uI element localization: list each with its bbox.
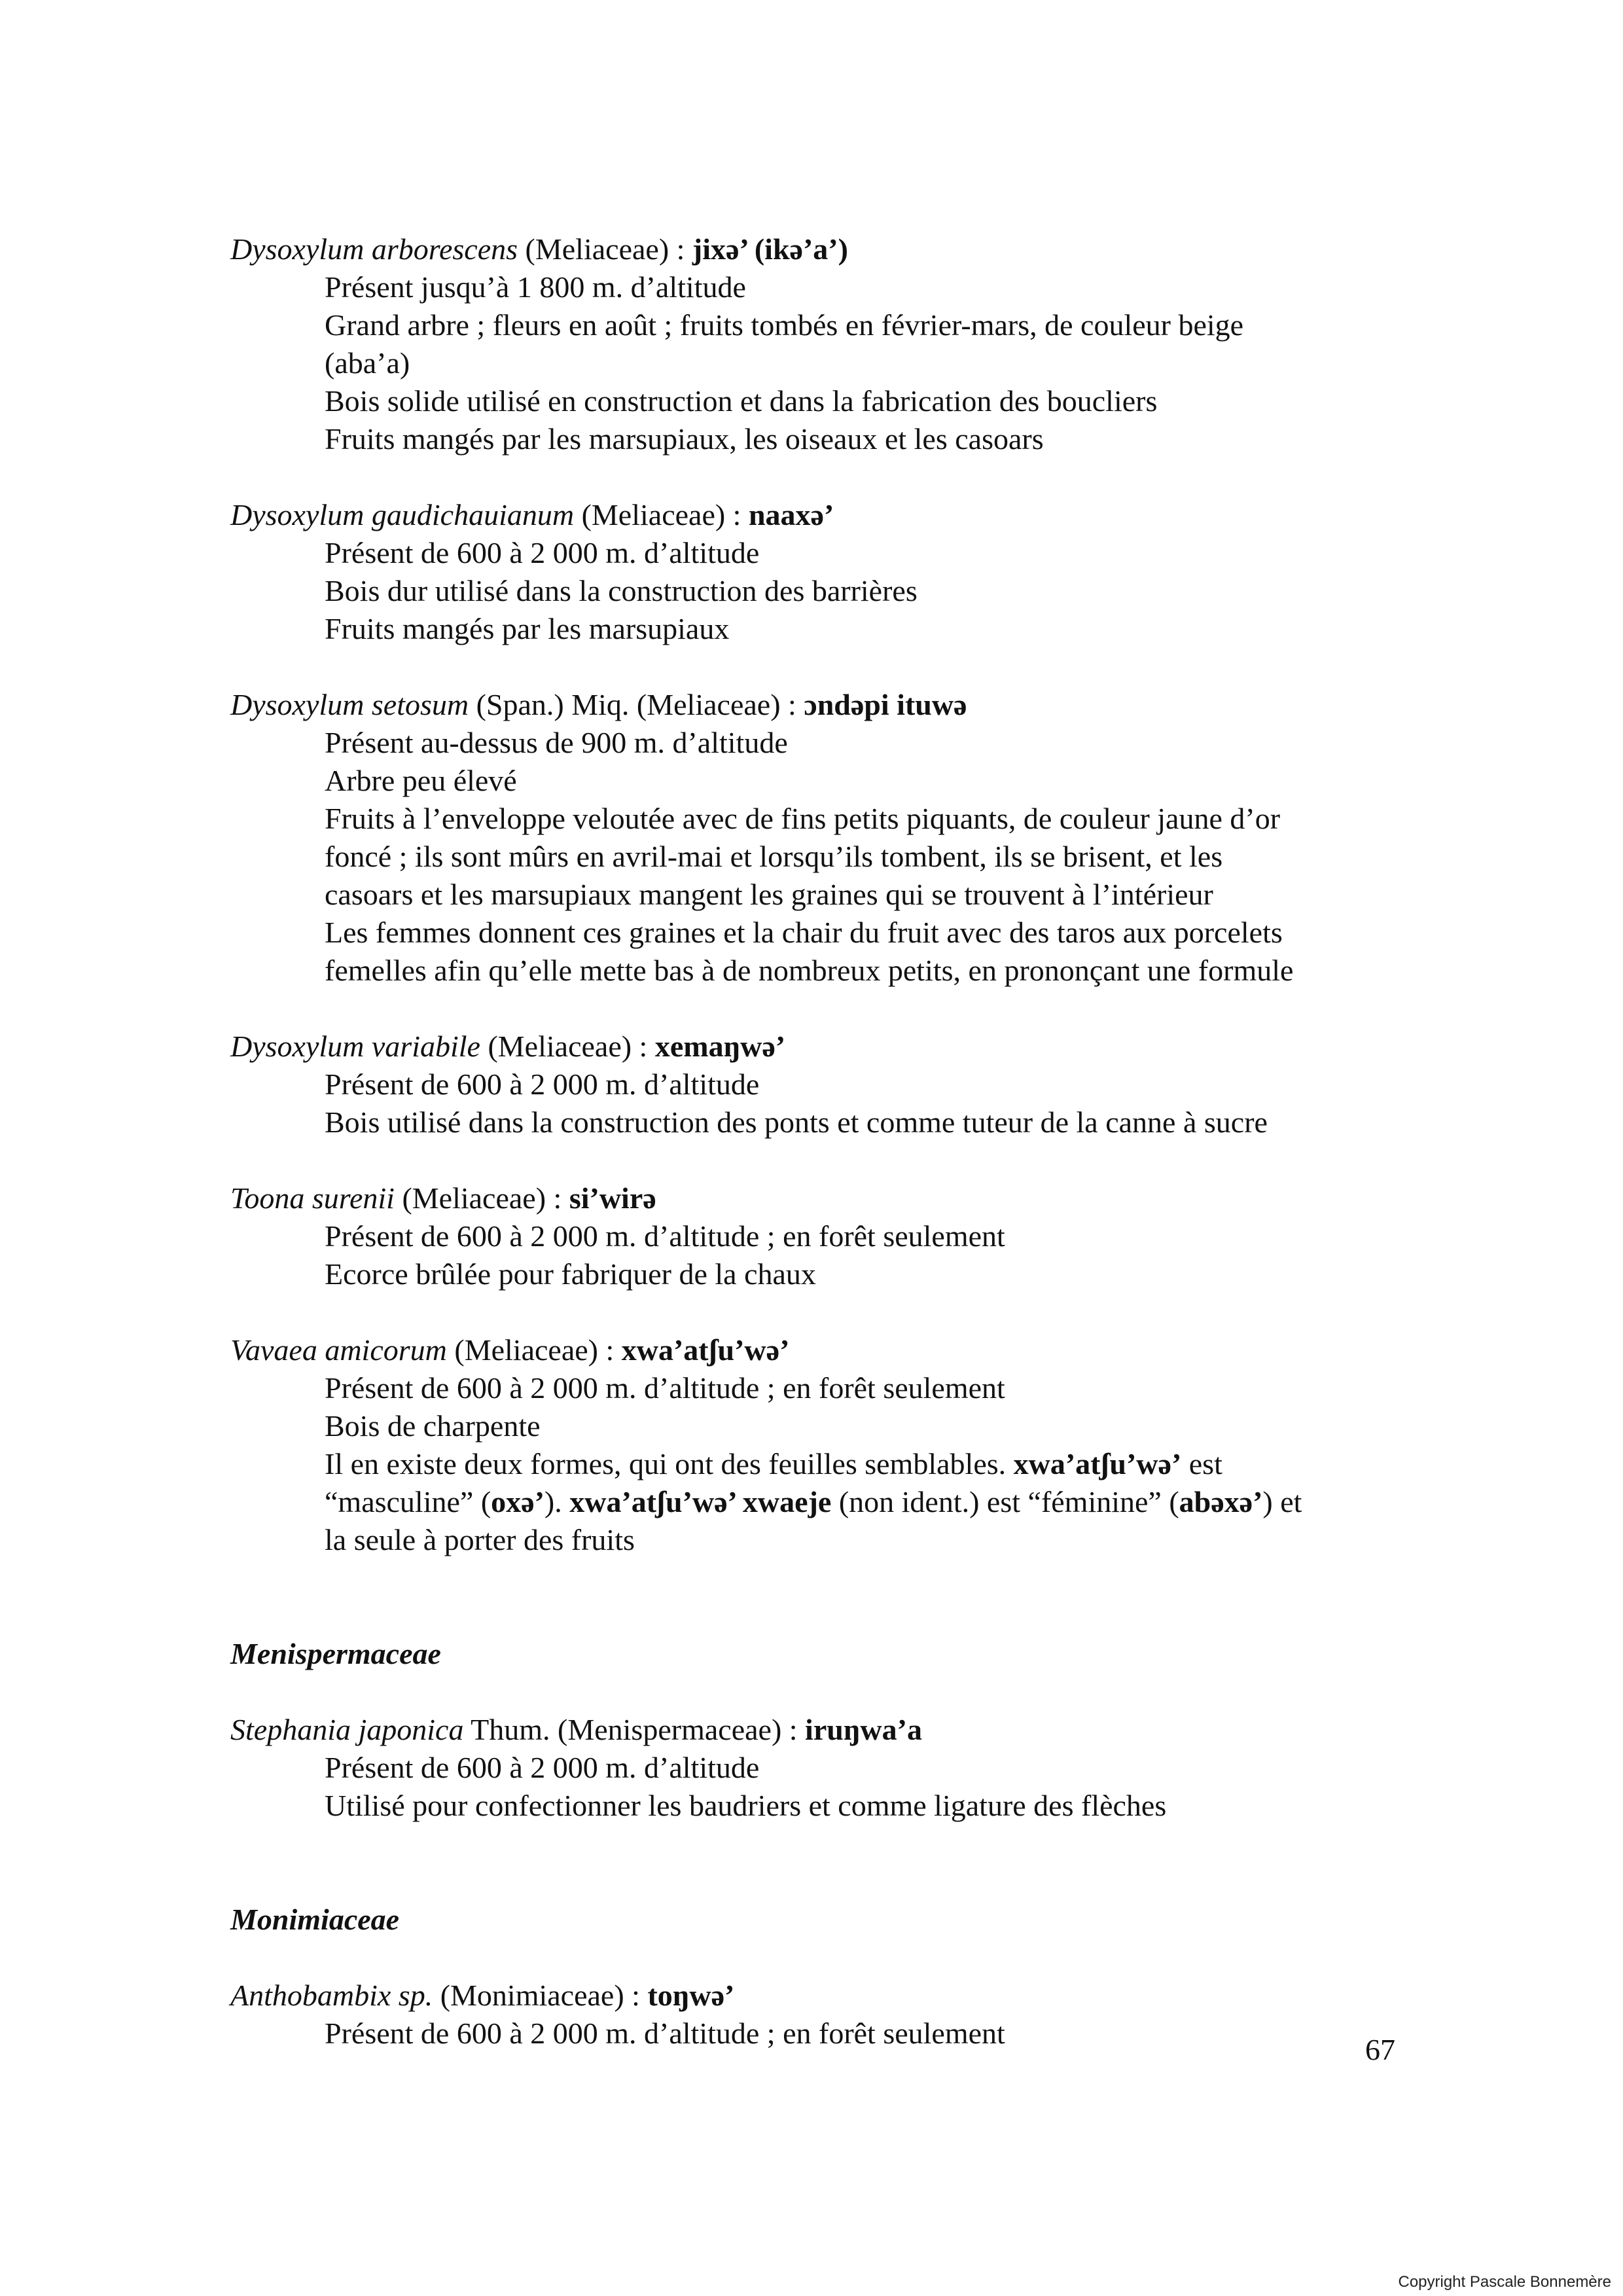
vernacular-name: iruŋwa’a [805,1713,922,1746]
entry-detail [230,1483,1408,1521]
detail-text: est [1181,1447,1222,1480]
entry-detail: Les femmes donnent ces graines et la chair du fruit avec des taros aux porcelets [325,916,1283,949]
family-name: Thum. (Menispermaceae) : [471,1713,806,1746]
entry-detail: Grand arbre ; fleurs en août ; fruits tombés en février-mars, de couleur beige [325,308,1244,342]
entry-detail: Présent de 600 à 2 000 m. d’altitude ; en forêt seulement [325,2017,1005,2050]
species-entry [230,1179,1408,1293]
detail-text: (non ident.) est “féminine” ( [831,1485,1179,1518]
entry-detail: Présent de 600 à 2 000 m. d’altitude [325,1751,760,1784]
species-entry [230,230,1408,458]
entry-detail: Fruits mangés par les marsupiaux, les oiseaux et les casoars [325,422,1044,456]
entry-heading [230,1977,1408,2015]
vernacular-name: xwa’atʃu’wə’ [1013,1447,1182,1480]
family-name: (Meliaceae) : [525,232,692,266]
species-name: Anthobambix sp. [230,1979,433,2012]
detail-text: Il en existe deux formes, qui ont des feuilles semblables. [325,1447,1014,1480]
species-entry [230,1028,1408,1141]
species-entry [230,1977,1408,2053]
family-name: (Monimiaceae) : [440,1979,648,2012]
entry-detail: Bois utilisé dans la construction des ponts et comme tuteur de la canne à sucre [325,1105,1268,1139]
entry-detail: Présent jusqu’à 1 800 m. d’altitude [325,270,746,304]
entry-detail [230,1445,1408,1483]
section-heading: Monimiaceae [230,1903,400,1936]
entry-detail: la seule à porter des fruits [325,1523,635,1556]
species-entry [230,1711,1408,1825]
entry-heading [230,1711,1408,1749]
section-heading: Menispermaceae [230,1637,441,1670]
vernacular-name: ɔndəpi ituwə [804,688,967,721]
species-entry [230,1331,1408,1559]
entry-detail: Bois solide utilisé en construction et dans la fabrication des boucliers [325,384,1158,418]
detail-text: ). [544,1485,570,1518]
entry-detail: Arbre peu élevé [325,764,517,797]
copyright-notice: Copyright Pascale Bonnemère [1398,2273,1611,2291]
entry-detail: Bois dur utilisé dans la construction des barrières [325,574,918,607]
family-name: (Meliaceae) : [581,498,749,531]
detail-text: “masculine” ( [325,1485,491,1518]
family-name: (Span.) Miq. (Meliaceae) : [476,688,804,721]
vernacular-name: si’wirə [569,1181,656,1215]
vernacular-name: jixə’ (ikə’a’) [692,232,848,266]
species-entry [230,686,1408,990]
entry-heading [230,496,1408,534]
entry-detail: casoars et les marsupiaux mangent les graines qui se trouvent à l’intérieur [325,878,1213,911]
species-name: Dysoxylum arborescens [230,232,518,266]
entry-detail: Présent au-dessus de 900 m. d’altitude [325,726,788,759]
species-name: Dysoxylum setosum [230,688,469,721]
page-body [230,230,1408,2090]
entry-heading [230,1179,1408,1217]
species-entry [230,496,1408,648]
entry-detail: Ecorce brûlée pour fabriquer de la chaux [325,1257,816,1291]
entry-detail: (aba’a) [325,346,410,380]
vernacular-name: xwa’atʃu’wə’ [621,1333,790,1367]
entry-heading [230,686,1408,724]
family-name: (Meliaceae) : [488,1030,655,1063]
vernacular-name: abəxə’ [1179,1485,1263,1518]
species-name: Dysoxylum variabile [230,1030,480,1063]
vernacular-name: naaxə’ [748,498,834,531]
entry-detail: Présent de 600 à 2 000 m. d’altitude [325,1067,760,1101]
vernacular-name: xemaŋwə’ [654,1030,786,1063]
entry-detail: Présent de 600 à 2 000 m. d’altitude ; en forêt seulement [325,1371,1005,1405]
entry-heading [230,1331,1408,1369]
detail-text: ) et [1262,1485,1302,1518]
species-name: Stephania japonica [230,1713,464,1746]
family-name: (Meliaceae) : [402,1181,569,1215]
vernacular-name: oxə’ [491,1485,544,1518]
vernacular-name: xwa’atʃu’wə’ xwaeje [569,1485,832,1518]
page-number: 67 [1365,2033,1395,2066]
family-name: (Meliaceae) : [454,1333,622,1367]
entry-detail: femelles afin qu’elle mette bas à de nombreux petits, en prononçant une formule [325,954,1294,987]
entry-detail: Bois de charpente [325,1409,541,1443]
species-name: Dysoxylum gaudichauianum [230,498,575,531]
entry-heading [230,230,1408,268]
entry-detail: foncé ; ils sont mûrs en avril-mai et lorsqu’ils tombent, ils se brisent, et les [325,840,1223,873]
entry-detail: Fruits mangés par les marsupiaux [325,612,730,645]
entry-detail: Présent de 600 à 2 000 m. d’altitude ; en forêt seulement [325,1219,1005,1253]
species-name: Vavaea amicorum [230,1333,447,1367]
vernacular-name: toŋwə’ [647,1979,735,2012]
entry-detail: Fruits à l’enveloppe veloutée avec de fins petits piquants, de couleur jaune d’or [325,802,1281,835]
entry-detail: Utilisé pour confectionner les baudriers et comme ligature des flèches [325,1789,1167,1822]
species-name: Toona surenii [230,1181,395,1215]
entry-heading [230,1028,1408,1066]
entry-detail: Présent de 600 à 2 000 m. d’altitude [325,536,760,569]
